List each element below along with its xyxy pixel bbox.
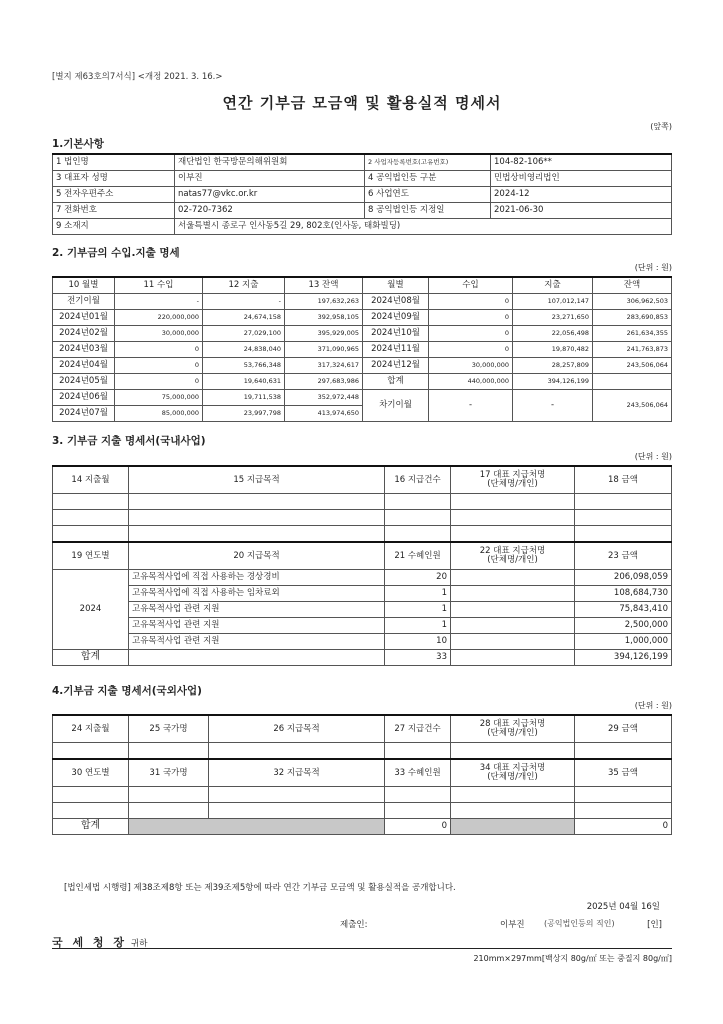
overseas-empty-row [53,803,672,819]
section-4-heading: 4.기부금 지출 명세서(국외사업) [52,685,202,697]
submitter-label: 제출인: [340,920,368,930]
form-number: [별지 제63호의7서식] <개정 2021. 3. 16.> [52,72,223,82]
overseas-total-row: 합계 0 0 [53,819,672,835]
overseas-empty-row [53,787,672,803]
overseas-header-row-2: 30 연도별 31 국가명 32 지급목적 33 수혜인원 34 대표 지급처명 (단체명/개인) 35 금액 [53,759,672,787]
section-1-heading: 1.기본사항 [52,138,104,150]
income-row: 2024년05월 0 19,640,631 297,683,986 합계 440,000,000 394,126,199 [53,374,672,390]
income-row: 2024년02월 30,000,000 27,029,100 395,929,005 2024년10월 0 22,056,498 261,634,355 [53,326,672,342]
basic-info-row: 5 전자우편주소 natas77@vkc.or.kr 6 사업연도 2024-12 [53,187,672,203]
domestic-empty-row [53,526,672,543]
basic-info-table [52,153,672,235]
income-expense-table [52,276,672,422]
basic-info-row: 3 대표자 성명 이부진 4 공익법인등 구분 민법상비영리법인 [53,171,672,187]
domestic-header-row-2: 19 연도별 20 지급목적 21 수혜인원 22 대표 지급처명 (단체명/개인) 23 금액 [53,542,672,570]
document-title: 연간 기부금 모금액 및 활용실적 명세서 [222,94,502,112]
income-row: 2024년03월 0 24,838,040 371,090,965 2024년11월 0 19,870,482 241,763,873 [53,342,672,358]
address-row: 9 소재지 서울특별시 종로구 인사동5길 29, 802호(인사동, 태화빌딩) [53,219,672,235]
domestic-empty-row [53,494,672,510]
domestic-row: 고유목적사업 관련 지원 10 1,000,000 [53,634,672,650]
domestic-total-row: 합계 33 394,126,199 [53,650,672,666]
footer-divider [52,948,672,949]
income-row: 2024년04월 0 53,766,348 317,324,617 2024년12월 30,000,000 28,257,809 243,506,064 [53,358,672,374]
basic-info-row: 7 전화번호 02-720-7362 8 공익법인등 지정일 2021-06-30 [53,203,672,219]
domestic-row: 고유목적사업 관련 지원 1 2,500,000 [53,618,672,634]
domestic-header-row-1: 14 지출월 15 지급목적 16 지급건수 17 대표 지급처명 (단체명/개인) 18 금액 [53,466,672,494]
income-row: 2024년07월 85,000,000 23,997,798 413,974,650 [53,406,672,422]
income-header-row: 10 월별 11 수입 12 지출 13 잔액 월별 수입 지출 잔액 [53,277,672,294]
disclosure-notice: [법인세법 시행령] 제38조제8항 또는 제39조제5항에 따라 연간 기부금 모금액 및 활용실적을 공개합니다. [64,883,456,893]
domestic-expense-table [52,465,672,666]
domestic-empty-row [53,510,672,526]
section-2-unit: (단위 : 원) [634,263,672,272]
overseas-empty-row [53,743,672,760]
seal-note: (공익법인등의 직인) [544,919,615,928]
overseas-header-row-1: 24 지출월 25 국가명 26 지급목적 27 지급건수 28 대표 지급처명 (단체명/개인) 29 금액 [53,715,672,743]
income-row: 2024년01월 220,000,000 24,674,158 392,958,105 2024년09월 0 23,271,650 283,690,853 [53,310,672,326]
domestic-row: 고유목적사업에 직접 사용하는 임차료외 1 108,684,730 [53,586,672,602]
section-3-unit: (단위 : 원) [634,452,672,461]
paper-spec: 210mm×297mm[백상지 80g/㎡ 또는 중질지 80g/㎡] [473,954,672,963]
section-3-heading: 3. 기부금 지출 명세서(국내사업) [52,435,206,447]
recipient: 국 세 청 장 귀하 [52,936,148,949]
page-side-label: (앞쪽) [650,122,672,131]
domestic-row: 고유목적사업 관련 지원 1 75,843,410 [53,602,672,618]
submitter-name: 이부진 [500,920,525,930]
section-4-unit: (단위 : 원) [634,701,672,710]
basic-info-row: 1 법인명 재단법인 한국방문의해위원회 2 사업자등록번호(고유번호) 104-82-106** [53,154,672,171]
section-2-heading: 2. 기부금의 수입.지출 명세 [52,247,180,259]
domestic-row: 2024 고유목적사업에 직접 사용하는 경상경비 20 206,098,059 [53,570,672,586]
income-row: 전기이월 - - 197,632,263 2024년08월 0 107,012,147 306,962,503 [53,294,672,310]
seal-mark: [인] [647,920,662,930]
income-row: 2024년06월 75,000,000 19,711,538 352,972,448 차기이월 - - 243,506,064 [53,390,672,406]
overseas-expense-table [52,714,672,835]
submission-date: 2025년 04월 16일 [586,902,660,912]
